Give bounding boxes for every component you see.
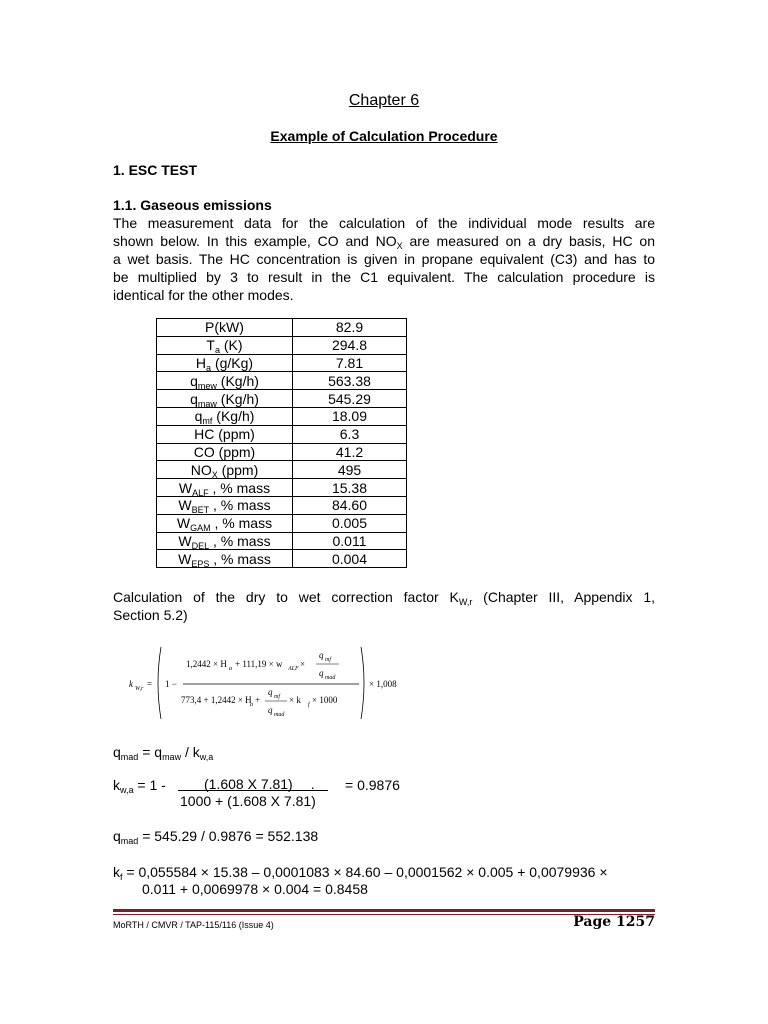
formula-num-frac-top: q [319, 650, 324, 660]
value-cell: 84.60 [293, 496, 407, 514]
table-row [157, 354, 407, 372]
formula-num-frac-bot: q [319, 668, 324, 678]
formula-paren-left [158, 647, 161, 719]
table-row [157, 443, 407, 461]
formula-num-c: × [300, 659, 306, 669]
chapter-title: Chapter 6 [348, 92, 420, 109]
equation-kwa-numerator: (1.608 X 7.81) . [204, 776, 315, 792]
formula-num-frac-bot-sub: mad [325, 675, 336, 681]
measurement-data-table [156, 318, 407, 568]
correction-factor-line: Section 5.2) [113, 607, 188, 623]
footer-document-reference: MoRTH / CMVR / TAP-115/116 (Issue 4) [113, 920, 274, 930]
parameter-cell: P(kW) [157, 319, 293, 337]
formula-den-c: × k [289, 695, 301, 705]
equation-qmad-value: $q_{mad} = 545.29 / 0.9876 = 552.138$ [113, 828, 319, 846]
value-cell: 41.2 [293, 443, 407, 461]
formula-equals: = [147, 679, 153, 689]
value-cell: 18.09 [293, 407, 407, 425]
value-cell: 15.38 [293, 479, 407, 497]
value-cell: 563.38 [293, 372, 407, 390]
table-row [157, 372, 407, 390]
formula-num-b-sub: ALF [288, 666, 299, 672]
equation-kwa-lhs: $k_{w,a} = 1$ - [113, 777, 166, 795]
parameter-cell: $H_a$ (g/Kg) [157, 354, 293, 372]
parameter-cell: $W_{EPS}$ , % mass [157, 550, 293, 568]
table-row [157, 425, 407, 443]
page-subtitle: Example of Calculation Procedure [270, 128, 498, 144]
footer-divider [113, 909, 655, 912]
table-row [157, 319, 407, 337]
formula-den-frac-top: q [268, 687, 273, 697]
parameter-cell: $W_{GAM}$ , % mass [157, 514, 293, 532]
section-heading-gaseous-emissions: 1.1. Gaseous emissions [113, 197, 272, 213]
formula-den-frac-top-sub: mf [274, 694, 280, 700]
parameter-cell: $q_{mf}$ (Kg/h) [157, 407, 293, 425]
formula-den-frac-bot: q [268, 705, 273, 715]
formula-den-frac-bot-sub: mad [274, 712, 285, 718]
kwr-formula [123, 643, 413, 723]
formula-den-a: 773,4 + 1,2442 × H [181, 695, 252, 705]
formula-lhs: k [129, 679, 133, 689]
table-row [157, 390, 407, 408]
section-heading-esc-test: 1. ESC TEST [113, 162, 198, 178]
value-cell: 294.8 [293, 336, 407, 354]
equation-kwa-result: = 0.9876 [345, 777, 400, 793]
formula-num-b: + 111,19 × w [235, 659, 283, 669]
value-cell: 82.9 [293, 319, 407, 337]
formula-den-d: × 1000 [312, 695, 338, 705]
formula-den-c-sub: f [308, 702, 310, 708]
formula-paren-right [361, 647, 364, 719]
formula-tail: × 1,008 [369, 679, 397, 689]
equation-kwa-denominator: 1000 + (1.608 X 7.81) [180, 793, 316, 809]
intro-line: The measurement data for the calculation of the individual mode results are [113, 215, 655, 231]
parameter-cell: $W_{BET}$ , % mass [157, 496, 293, 514]
correction-factor-intro [113, 588, 655, 624]
equation-kf-line1: $k_f = 0,055584 \times 15.38 - 0,0001083 \times 84.60 - 0,0001562 \times 0.005 + 0,0079936$ × [113, 864, 608, 882]
table-row [157, 461, 407, 479]
formula-num-a: 1,2442 × H [186, 659, 227, 669]
value-cell: 545.29 [293, 390, 407, 408]
table-row [157, 514, 407, 532]
correction-factor-line: Calculation of the dry to wet correction factor $K_{W,r}$ (Chapter III, Appendix 1, [113, 589, 656, 607]
parameter-cell: $q_{maw}$ (Kg/h) [157, 390, 293, 408]
table-row [157, 479, 407, 497]
parameter-cell: $NO_X$ (ppm) [157, 461, 293, 479]
table-row [157, 532, 407, 550]
table-row [157, 407, 407, 425]
formula-one: 1 − [165, 679, 177, 689]
formula-den-b: + [255, 695, 261, 705]
parameter-cell: $W_{ALF}$ , % mass [157, 479, 293, 497]
intro-line: be multiplied by 3 to result in the C1 equivalent. The calculation procedure is [113, 269, 655, 285]
equation-kwa-fraction-line [178, 790, 328, 791]
table-row [157, 496, 407, 514]
parameter-cell: CO (ppm) [157, 443, 293, 461]
parameter-cell: HC (ppm) [157, 425, 293, 443]
parameter-cell: $W_{DEL}$ , % mass [157, 532, 293, 550]
value-cell: 6.3 [293, 425, 407, 443]
parameter-cell: $T_a$ (K) [157, 336, 293, 354]
value-cell: 0.011 [293, 532, 407, 550]
intro-line: shown below. In this example, CO and $NO_X$ are measured on a dry basis, HC on [113, 233, 655, 251]
value-cell: 7.81 [293, 354, 407, 372]
value-cell: 0.005 [293, 514, 407, 532]
table-row [157, 336, 407, 354]
formula-lhs-sub: W,r [135, 686, 144, 692]
formula-num-a-sub: a [229, 666, 232, 672]
table-row [157, 550, 407, 568]
intro-line: identical for the other modes. [113, 287, 294, 303]
formula-den-a-sub: a [250, 702, 253, 708]
intro-paragraph [113, 214, 655, 304]
intro-line: a wet basis. The HC concentration is given in propane equivalent (C3) and has to [113, 251, 655, 267]
equation-kf-line2: 0.011 + 0,0069978 × 0.004 = 0.8458 [142, 881, 368, 897]
parameter-cell: $q_{mew}$ (Kg/h) [157, 372, 293, 390]
value-cell: 495 [293, 461, 407, 479]
footer-page-number: Page 1257 [573, 914, 655, 930]
value-cell: 0.004 [293, 550, 407, 568]
formula-num-frac-top-sub: mf [325, 657, 331, 663]
equation-qmad: $q_{mad} = q_{maw} / k_{w,a}$ [113, 744, 214, 762]
